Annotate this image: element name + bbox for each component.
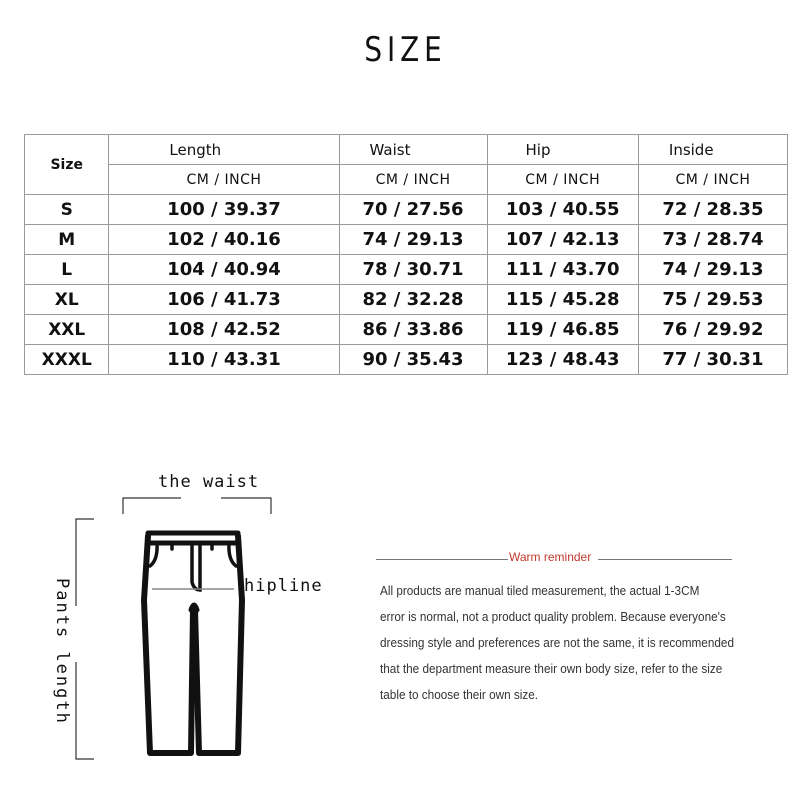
reminder-line: table to choose their own size. bbox=[380, 688, 539, 702]
size-cell: XXXL bbox=[25, 345, 109, 375]
page-title: SIZE bbox=[364, 30, 447, 70]
value-cell: 72 / 28.35 bbox=[638, 195, 787, 225]
value-cell: 110 / 43.31 bbox=[109, 345, 339, 375]
reminder-line: that the department measure their own body size, refer to the size bbox=[380, 662, 723, 676]
size-cell: L bbox=[25, 255, 109, 285]
value-cell: 102 / 40.16 bbox=[109, 225, 339, 255]
size-column-header: Size bbox=[25, 135, 109, 195]
value-cell: 104 / 40.94 bbox=[109, 255, 339, 285]
value-cell: 86 / 33.86 bbox=[339, 315, 487, 345]
pants-length-label: Pants length bbox=[52, 578, 72, 725]
value-cell: 115 / 45.28 bbox=[487, 285, 638, 315]
value-cell: 74 / 29.13 bbox=[638, 255, 787, 285]
value-cell: 78 / 30.71 bbox=[339, 255, 487, 285]
value-cell: 73 / 28.74 bbox=[638, 225, 787, 255]
value-cell: 119 / 46.85 bbox=[487, 315, 638, 345]
value-cell: 123 / 48.43 bbox=[487, 345, 638, 375]
column-header-inside: Inside bbox=[638, 135, 787, 165]
reminder-line: All products are manual tiled measurement, the actual 1-3CM bbox=[380, 584, 700, 598]
reminder-heading bbox=[376, 550, 732, 568]
value-cell: 108 / 42.52 bbox=[109, 315, 339, 345]
column-header-waist: Waist bbox=[339, 135, 487, 165]
reminder-line: error is normal, not a product quality problem. Because everyone's bbox=[380, 610, 726, 624]
size-cell: S bbox=[25, 195, 109, 225]
unit-label: CM / INCH bbox=[109, 165, 339, 195]
size-cell: XXL bbox=[25, 315, 109, 345]
unit-label: CM / INCH bbox=[339, 165, 487, 195]
column-header-length: Length bbox=[109, 135, 339, 165]
value-cell: 100 / 39.37 bbox=[109, 195, 339, 225]
reminder-line: dressing style and preferences are not the same, it is recommended bbox=[380, 636, 734, 650]
value-cell: 107 / 42.13 bbox=[487, 225, 638, 255]
value-cell: 106 / 41.73 bbox=[109, 285, 339, 315]
value-cell: 70 / 27.56 bbox=[339, 195, 487, 225]
column-header-hip: Hip bbox=[487, 135, 638, 165]
unit-label: CM / INCH bbox=[487, 165, 638, 195]
unit-label: CM / INCH bbox=[638, 165, 787, 195]
reminder-text bbox=[380, 578, 775, 708]
value-cell: 90 / 35.43 bbox=[339, 345, 487, 375]
hipline-label: hipline bbox=[244, 576, 323, 596]
reminder-title: Warm reminder bbox=[509, 550, 592, 564]
size-cell: XL bbox=[25, 285, 109, 315]
divider bbox=[376, 559, 510, 560]
value-cell: 82 / 32.28 bbox=[339, 285, 487, 315]
waist-bracket-icon bbox=[123, 498, 271, 514]
waist-label: the waist bbox=[158, 472, 260, 492]
value-cell: 111 / 43.70 bbox=[487, 255, 638, 285]
divider bbox=[598, 559, 732, 560]
size-cell: M bbox=[25, 225, 109, 255]
value-cell: 75 / 29.53 bbox=[638, 285, 787, 315]
value-cell: 103 / 40.55 bbox=[487, 195, 638, 225]
value-cell: 77 / 30.31 bbox=[638, 345, 787, 375]
value-cell: 74 / 29.13 bbox=[339, 225, 487, 255]
length-bracket-icon bbox=[76, 519, 94, 759]
value-cell: 76 / 29.92 bbox=[638, 315, 787, 345]
